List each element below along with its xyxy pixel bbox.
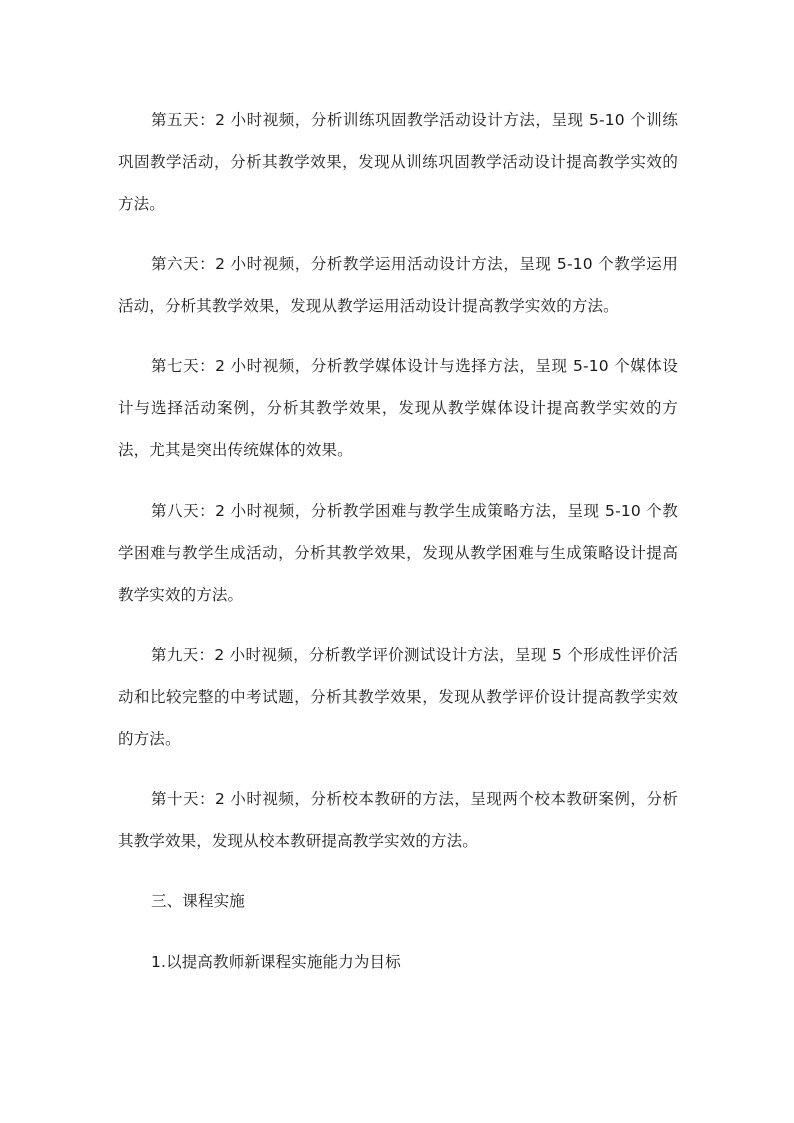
paragraph-day-10: 第十天：2 小时视频，分析校本教研的方法，呈现两个校本教研案例，分析其教学效果，发现从校本教研提高教学实效的方法。 bbox=[118, 790, 678, 850]
paragraph-day-8: 第八天：2 小时视频，分析教学困难与教学生成策略方法，呈现 5-10 个教学困难与教学生成活动，分析其教学效果，发现从教学困难与生成策略设计提高教学实效的方法。 bbox=[118, 502, 678, 604]
paragraph-day-6: 第六天：2 小时视频，分析教学运用活动设计方法，呈现 5-10 个教学运用活动，分析其教学效果，发现从教学运用活动设计提高教学实效的方法。 bbox=[118, 255, 678, 315]
paragraph-day-9: 第九天：2 小时视频，分析教学评价测试设计方法，呈现 5 个形成性评价活动和比较完整的中考试题，分析其教学效果，发现从教学评价设计提高教学实效的方法。 bbox=[118, 646, 678, 748]
paragraph-day-5: 第五天：2 小时视频，分析训练巩固教学活动设计方法，呈现 5-10 个训练巩固教学活动，分析其教学效果，发现从训练巩固教学活动设计提高教学实效的方法。 bbox=[118, 111, 678, 213]
subsection-heading: 1.以提高教师新课程实施能力为目标 bbox=[151, 953, 401, 971]
section-heading: 三、课程实施 bbox=[151, 892, 245, 910]
paragraph-day-7: 第七天：2 小时视频，分析教学媒体设计与选择方法，呈现 5-10 个媒体设计与选择活动案例，分析其教学效果，发现从教学媒体设计提高教学实效的方法，尤其是突出传统媒体的效果。 bbox=[118, 357, 678, 459]
